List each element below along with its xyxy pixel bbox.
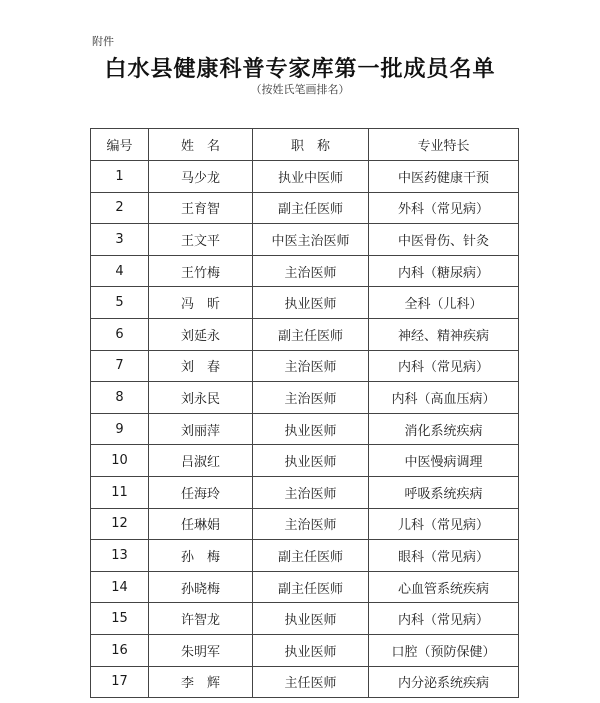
cell-specialty: 中医药健康干预 (369, 161, 519, 193)
cell-title: 执业中医师 (253, 161, 369, 193)
cell-specialty: 内科（高血压病） (369, 382, 519, 414)
cell-name: 任海玲 (149, 476, 253, 508)
cell-name: 吕淑红 (149, 445, 253, 477)
cell-title: 执业医师 (253, 287, 369, 319)
cell-title: 执业医师 (253, 634, 369, 666)
cell-name: 许智龙 (149, 603, 253, 635)
cell-number: 8 (91, 382, 149, 414)
table-row (91, 413, 519, 445)
cell-number: 15 (91, 603, 149, 635)
cell-name: 孙 梅 (149, 540, 253, 572)
page-title: 白水县健康科普专家库第一批成员名单 (104, 57, 496, 82)
cell-number: 17 (91, 666, 149, 698)
page-subtitle: （按姓氏笔画排名） (250, 83, 350, 96)
cell-name: 王竹梅 (149, 255, 253, 287)
cell-specialty: 呼吸系统疾病 (369, 476, 519, 508)
cell-specialty: 心血管系统疾病 (369, 571, 519, 603)
cell-title: 中医主治医师 (253, 224, 369, 256)
cell-number: 10 (91, 445, 149, 477)
cell-name: 李 辉 (149, 666, 253, 698)
cell-number: 12 (91, 508, 149, 540)
cell-name: 刘延永 (149, 318, 253, 350)
cell-number: 5 (91, 287, 149, 319)
cell-name: 孙晓梅 (149, 571, 253, 603)
table-row (91, 571, 519, 603)
cell-specialty: 内科（糖尿病） (369, 255, 519, 287)
cell-title: 主治医师 (253, 508, 369, 540)
cell-number: 13 (91, 540, 149, 572)
cell-number: 16 (91, 634, 149, 666)
cell-title: 副主任医师 (253, 318, 369, 350)
cell-title: 主治医师 (253, 382, 369, 414)
cell-number: 11 (91, 476, 149, 508)
cell-name: 冯 昕 (149, 287, 253, 319)
cell-name: 王文平 (149, 224, 253, 256)
table-row (91, 445, 519, 477)
cell-title: 执业医师 (253, 413, 369, 445)
cell-title: 主治医师 (253, 255, 369, 287)
cell-number: 9 (91, 413, 149, 445)
column-header-specialty: 专业特长 (369, 129, 519, 161)
column-header-title: 职 称 (253, 129, 369, 161)
table-row (91, 161, 519, 193)
cell-number: 3 (91, 224, 149, 256)
cell-specialty: 外科（常见病） (369, 192, 519, 224)
cell-specialty: 中医骨伤、针灸 (369, 224, 519, 256)
table-row (91, 255, 519, 287)
column-header-name: 姓 名 (149, 129, 253, 161)
table-row (91, 508, 519, 540)
table-body (91, 161, 519, 698)
cell-title: 主治医师 (253, 350, 369, 382)
cell-title: 执业医师 (253, 445, 369, 477)
table-row (91, 350, 519, 382)
table-row (91, 634, 519, 666)
table-header (91, 129, 519, 161)
cell-specialty: 内科（常见病） (369, 603, 519, 635)
table-row (91, 603, 519, 635)
table-row (91, 287, 519, 319)
cell-number: 7 (91, 350, 149, 382)
cell-title: 主治医师 (253, 476, 369, 508)
cell-name: 朱明军 (149, 634, 253, 666)
cell-specialty: 内分泌系统疾病 (369, 666, 519, 698)
cell-title: 执业医师 (253, 603, 369, 635)
table-row (91, 540, 519, 572)
cell-name: 刘永民 (149, 382, 253, 414)
cell-specialty: 消化系统疾病 (369, 413, 519, 445)
cell-specialty: 眼科（常见病） (369, 540, 519, 572)
cell-specialty: 内科（常见病） (369, 350, 519, 382)
attachment-label: 附件 (92, 35, 114, 48)
expert-roster-table (90, 128, 519, 698)
table-row (91, 318, 519, 350)
cell-specialty: 中医慢病调理 (369, 445, 519, 477)
cell-title: 副主任医师 (253, 192, 369, 224)
cell-number: 2 (91, 192, 149, 224)
table-row (91, 476, 519, 508)
cell-name: 王育智 (149, 192, 253, 224)
cell-specialty: 儿科（常见病） (369, 508, 519, 540)
cell-number: 4 (91, 255, 149, 287)
cell-name: 任琳娟 (149, 508, 253, 540)
cell-title: 主任医师 (253, 666, 369, 698)
cell-title: 副主任医师 (253, 571, 369, 603)
cell-number: 14 (91, 571, 149, 603)
cell-specialty: 神经、精神疾病 (369, 318, 519, 350)
cell-name: 刘 春 (149, 350, 253, 382)
cell-specialty: 全科（儿科） (369, 287, 519, 319)
table-row (91, 224, 519, 256)
column-header-number: 编号 (91, 129, 149, 161)
cell-name: 马少龙 (149, 161, 253, 193)
cell-specialty: 口腔（预防保健） (369, 634, 519, 666)
cell-title: 副主任医师 (253, 540, 369, 572)
table-row (91, 192, 519, 224)
cell-number: 1 (91, 161, 149, 193)
table-row (91, 666, 519, 698)
cell-name: 刘丽萍 (149, 413, 253, 445)
cell-number: 6 (91, 318, 149, 350)
table-row (91, 382, 519, 414)
table-header-row (91, 129, 519, 161)
